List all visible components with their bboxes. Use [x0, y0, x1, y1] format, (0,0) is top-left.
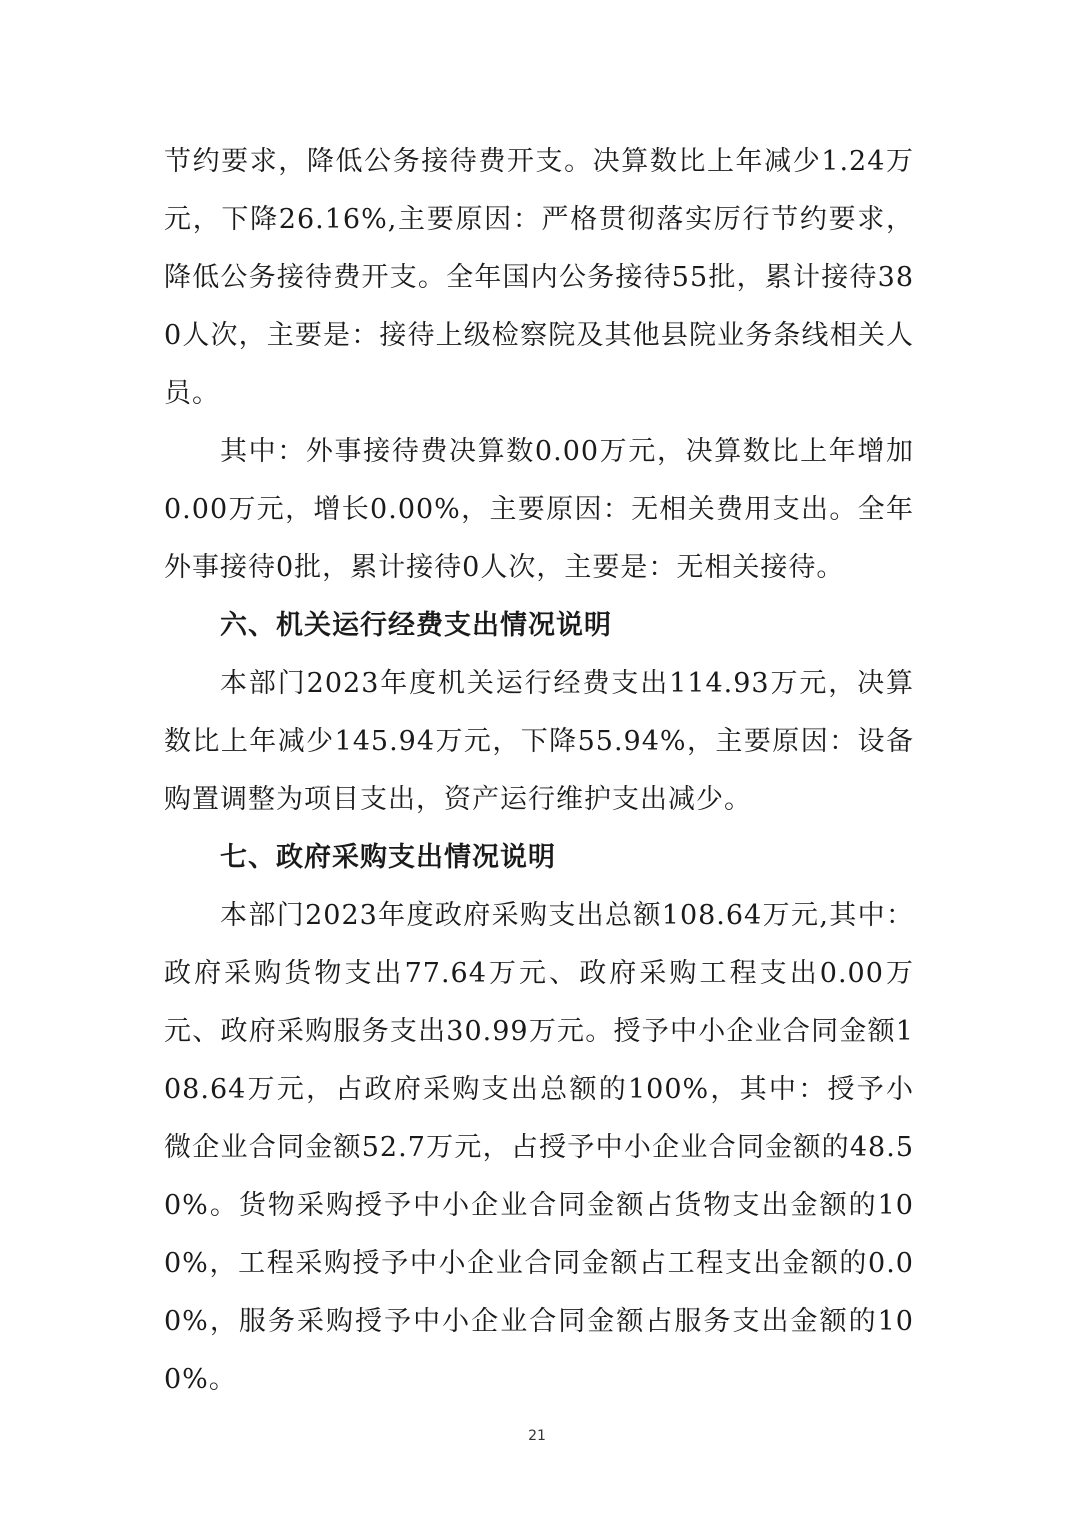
section-heading-operating-expenses: 六、机关运行经费支出情况说明 [220, 610, 612, 641]
paragraph-government-procurement: 本部门2023年度政府采购支出总额108.64万元,其中：政府采购货物支出77.64万元、政府采购工程支出0.00万元、政府采购服务支出30.99万元。授予中小企业合同金额108.64万元，占政府采购支出总额的100%，其中：授予小微企业合同金额52.7万元，占授予中小企业合同金额的48.50%。货物采购授予中小企业合同金额占货物支出金额的100%，工程采购授予中小企业合同金额占工程支出金额的0.00%，服务采购授予中小企业合同金额占服务支出金额的100%。 [164, 900, 914, 1395]
paragraph-reception-expenses: 节约要求，降低公务接待费开支。决算数比上年减少1.24万元，下降26.16%,主要原因：严格贯彻落实厉行节约要求，降低公务接待费开支。全年国内公务接待55批，累计接待380人次，主要是：接待上级检察院及其他县院业务条线相关人员。 [164, 146, 914, 409]
page-number: 21 [528, 1428, 546, 1444]
paragraph-foreign-reception: 其中：外事接待费决算数0.00万元，决算数比上年增加0.00万元，增长0.00%，主要原因：无相关费用支出。全年外事接待0批，累计接待0人次，主要是：无相关接待。 [164, 436, 914, 583]
section-heading-government-procurement: 七、政府采购支出情况说明 [220, 842, 556, 873]
document-body [164, 133, 914, 1409]
paragraph-operating-expenses: 本部门2023年度机关运行经费支出114.93万元，决算数比上年减少145.94万元，下降55.94%，主要原因：设备购置调整为项目支出，资产运行维护支出减少。 [164, 668, 914, 815]
